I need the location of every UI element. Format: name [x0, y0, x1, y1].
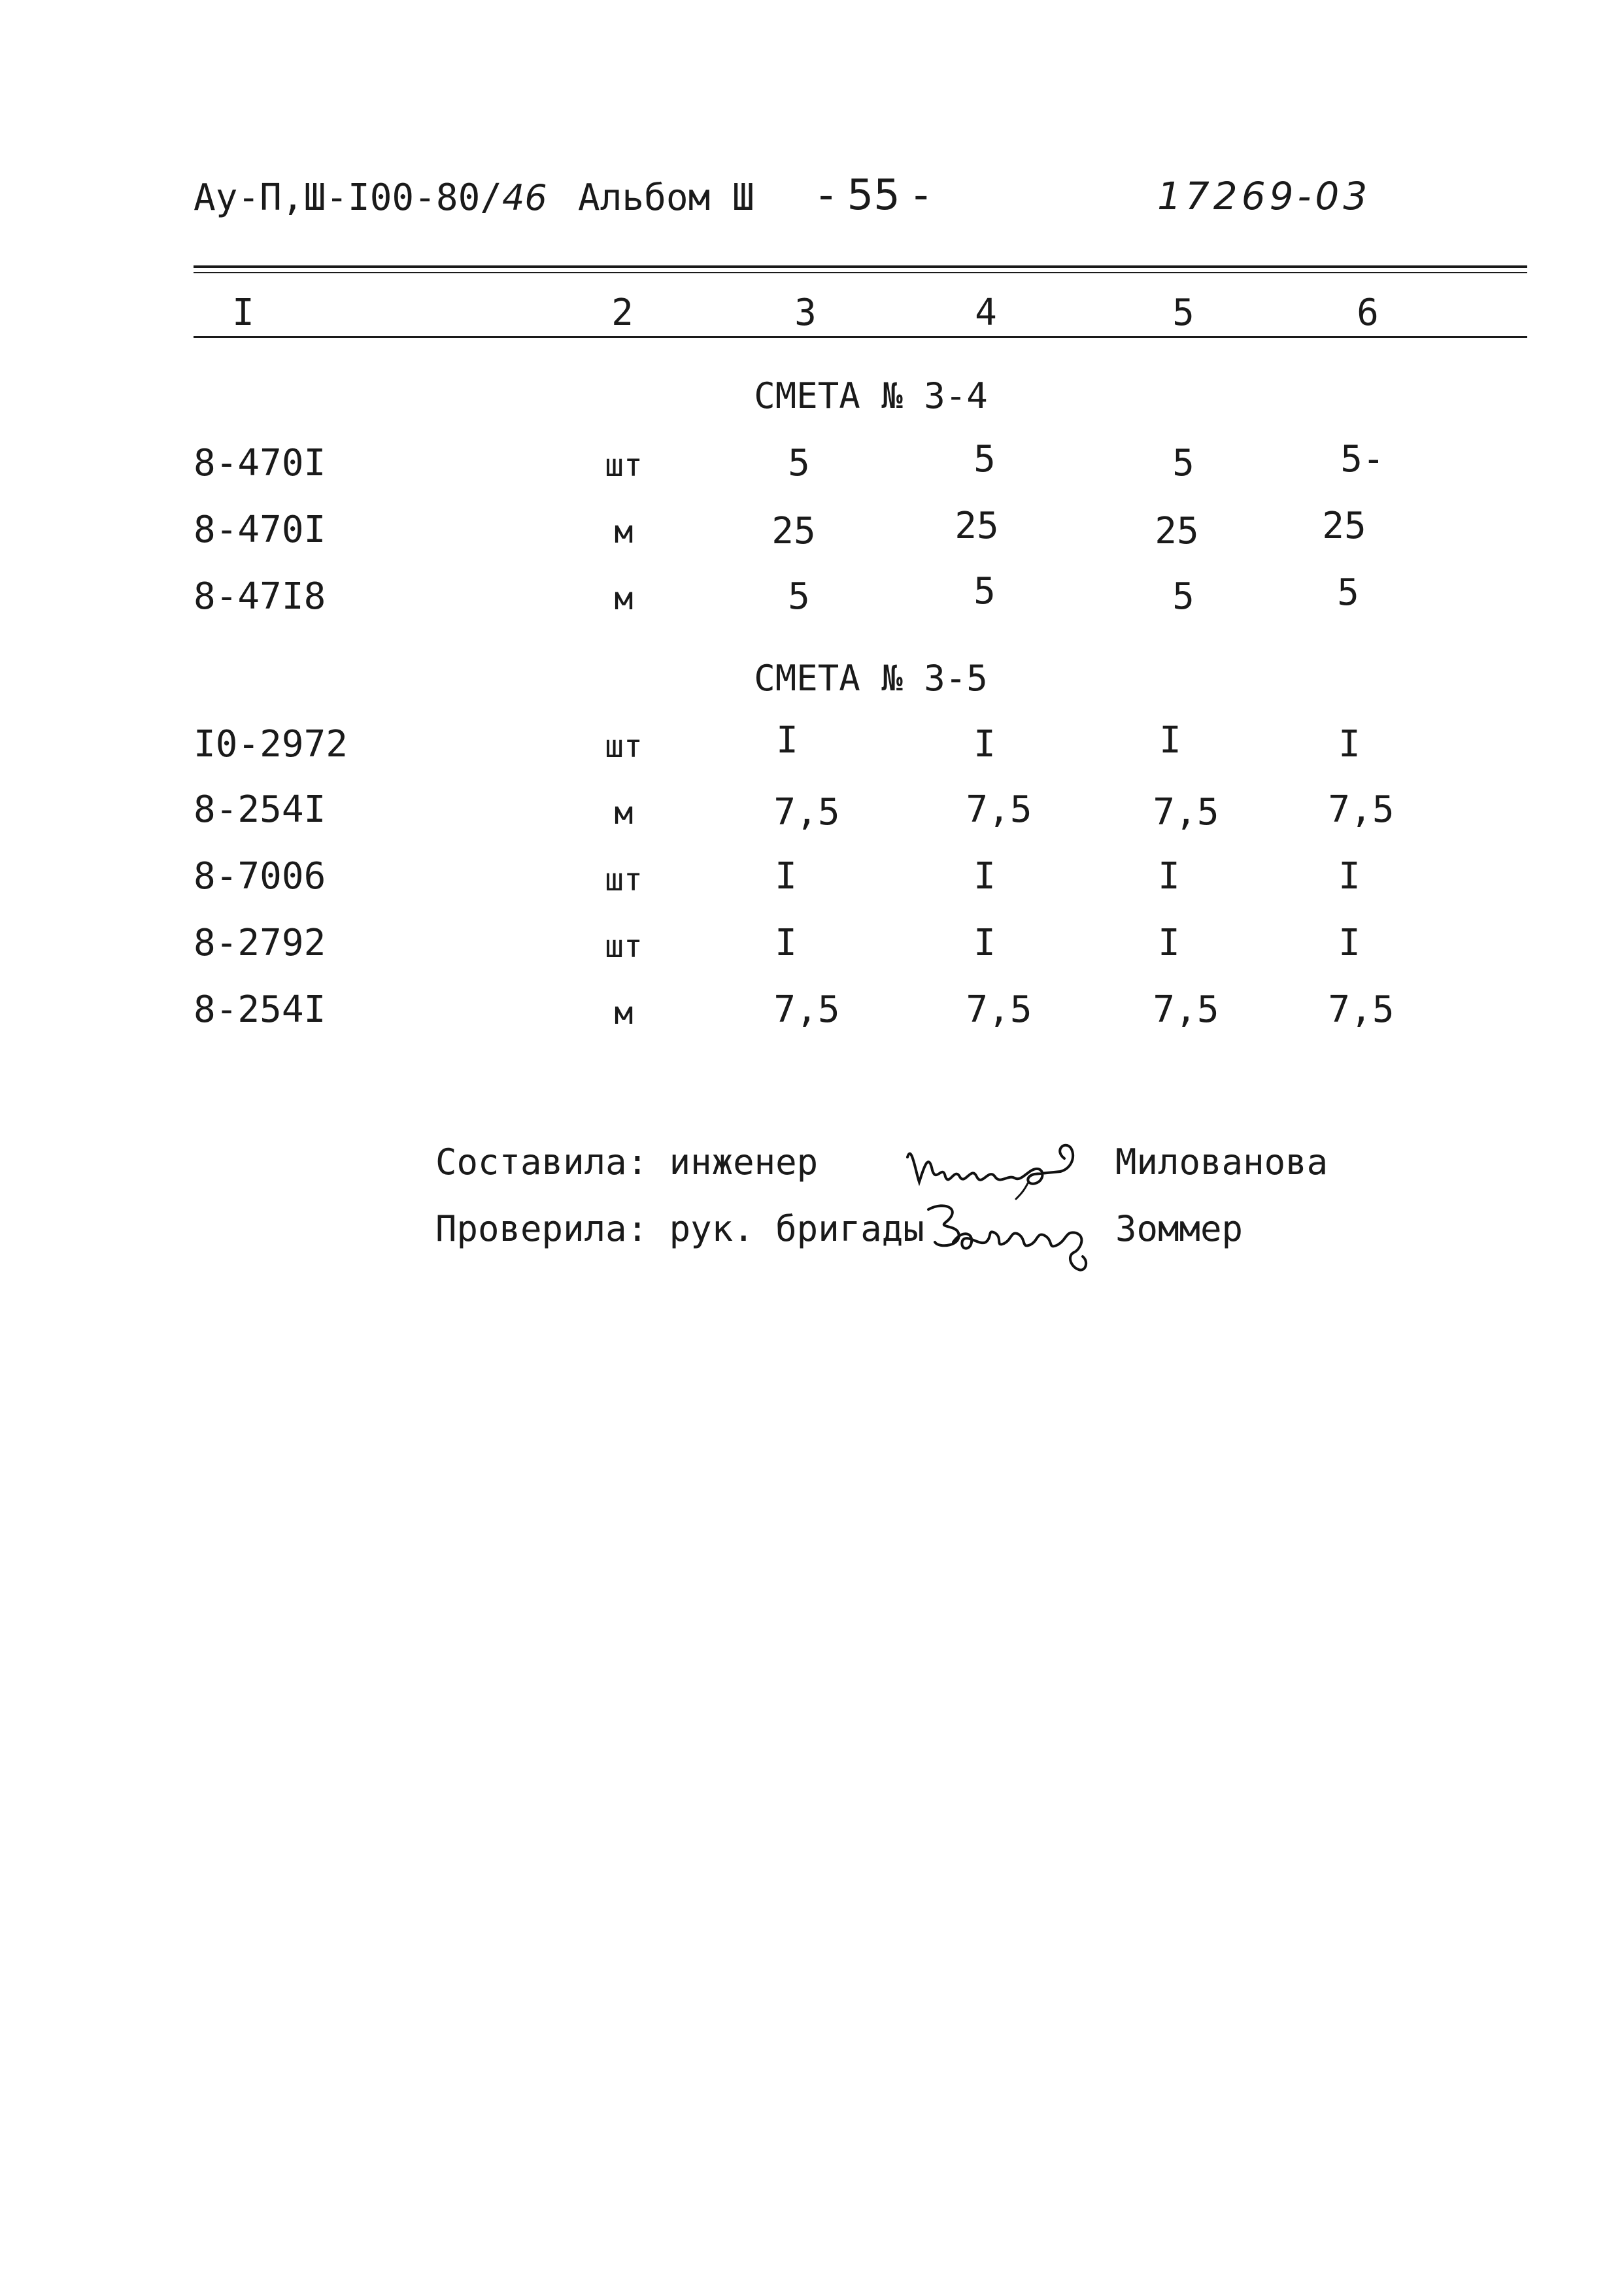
- row-code: 8-2792: [194, 922, 326, 964]
- section-title: СМЕТА № 3-4: [754, 375, 988, 416]
- row-unit: шт: [605, 862, 643, 898]
- column-header-rule: [194, 336, 1527, 338]
- album-label: Альбом Ш: [578, 177, 754, 219]
- row-value-5: 25: [1155, 510, 1199, 552]
- row-value-5: 5: [1172, 442, 1194, 484]
- row-code: 8-7006: [194, 855, 326, 898]
- row-code: 8-470I: [194, 442, 326, 484]
- row-code: 8-254I: [194, 788, 326, 831]
- row-value-6: 5-: [1340, 438, 1385, 481]
- row-value-4: 7,5: [966, 988, 1032, 1031]
- row-unit: шт: [605, 447, 643, 484]
- row-value-5: I: [1158, 855, 1180, 898]
- column-header-1: I: [232, 292, 254, 334]
- row-value-4: I: [973, 723, 996, 766]
- row-value-3: 7,5: [773, 988, 840, 1031]
- checked-by-label: Проверила: рук. бригады: [435, 1208, 924, 1249]
- row-code: I0-2972: [194, 723, 348, 766]
- document-code: [194, 177, 547, 219]
- row-value-5: I: [1159, 719, 1181, 762]
- row-value-5: I: [1158, 922, 1180, 964]
- row-code: 8-47I8: [194, 575, 326, 618]
- column-header-5: 5: [1172, 292, 1194, 334]
- row-unit: шт: [605, 728, 643, 765]
- row-value-6: 7,5: [1328, 788, 1395, 831]
- compiled-signature: [900, 1131, 1096, 1203]
- row-value-6: 7,5: [1328, 988, 1395, 1031]
- row-value-6: I: [1338, 855, 1361, 898]
- document-code-handwritten: 46: [502, 177, 547, 218]
- row-value-4: 5: [973, 438, 996, 481]
- table-top-rule-inner: [194, 272, 1527, 273]
- row-value-3: I: [776, 719, 798, 762]
- column-header-3: 3: [794, 292, 817, 334]
- row-value-4: 25: [955, 505, 999, 547]
- row-value-4: I: [973, 855, 996, 898]
- column-header-4: 4: [975, 292, 997, 334]
- column-header-6: 6: [1357, 292, 1379, 334]
- row-unit: шт: [605, 928, 643, 965]
- table-top-rule: [194, 265, 1527, 268]
- row-value-4: I: [973, 922, 996, 964]
- row-value-5: 5: [1172, 575, 1194, 618]
- row-value-3: I: [775, 855, 797, 898]
- row-value-5: 7,5: [1153, 791, 1219, 834]
- row-value-4: 5: [973, 570, 996, 613]
- checked-by-name: Зоммер: [1115, 1208, 1243, 1249]
- compiled-by-label: Составила: инженер: [435, 1141, 819, 1183]
- row-value-3: 7,5: [773, 791, 840, 834]
- compiled-by-name: Милованова: [1115, 1141, 1328, 1183]
- row-value-3: 25: [771, 510, 816, 552]
- row-unit: м: [614, 795, 634, 832]
- row-value-6: 25: [1322, 505, 1366, 547]
- row-unit: м: [614, 514, 634, 550]
- row-value-6: 5: [1337, 571, 1359, 614]
- row-value-3: 5: [788, 575, 810, 618]
- column-header-2: 2: [611, 292, 634, 334]
- row-value-3: 5: [788, 442, 810, 484]
- document-number: 17269-03: [1157, 174, 1372, 218]
- row-value-3: I: [775, 922, 797, 964]
- checked-signature: [919, 1194, 1115, 1279]
- page-number: - 55 -: [819, 171, 929, 220]
- section-title: СМЕТА № 3-5: [754, 658, 988, 699]
- document-code-prefix: Ау-П,Ш-I00-80/: [194, 177, 503, 219]
- row-value-6: I: [1338, 723, 1361, 766]
- row-value-4: 7,5: [966, 788, 1032, 831]
- row-value-5: 7,5: [1153, 988, 1219, 1031]
- row-unit: м: [614, 995, 634, 1032]
- row-value-6: I: [1338, 922, 1361, 964]
- row-unit: м: [614, 581, 634, 617]
- row-code: 8-254I: [194, 988, 326, 1031]
- row-code: 8-470I: [194, 509, 326, 551]
